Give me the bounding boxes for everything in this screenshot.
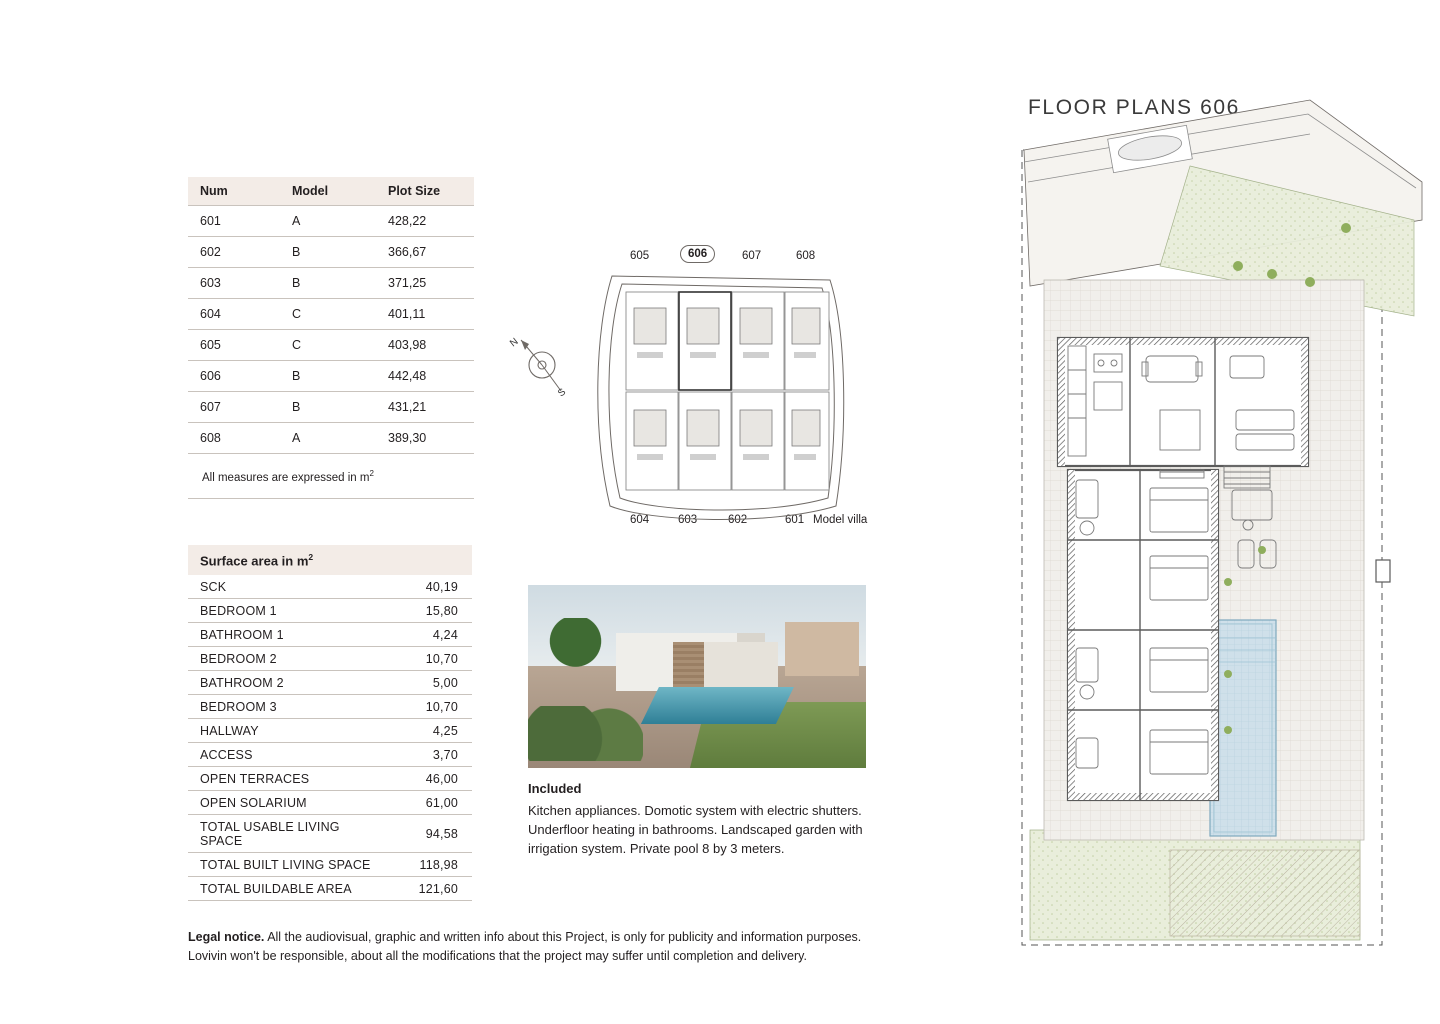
surface-label: OPEN SOLARIUM — [188, 791, 376, 815]
surface-label: BEDROOM 3 — [188, 695, 376, 719]
hatched-terrace — [1170, 850, 1360, 936]
keyplan-badge-606[interactable]: 606 — [680, 245, 715, 263]
svg-text:S: S — [556, 386, 569, 400]
list-item — [188, 719, 472, 743]
render-pool — [641, 687, 794, 724]
column-header-num: Num — [188, 177, 280, 206]
list-item — [188, 877, 472, 901]
list-item — [188, 853, 472, 877]
cell-model: A — [280, 206, 376, 237]
table-header-row — [188, 177, 474, 206]
surface-area-header: Surface area in $m^2$ — [188, 545, 472, 575]
cell-model: B — [280, 268, 376, 299]
render-villa-wing — [704, 642, 778, 690]
keyplan-label-608: 608 — [796, 250, 816, 262]
svg-text:N: N — [508, 336, 521, 350]
surface-value: 46,00 — [376, 767, 472, 791]
list-item — [188, 695, 472, 719]
list-item — [188, 623, 472, 647]
surface-value: 10,70 — [376, 647, 472, 671]
list-item — [188, 791, 472, 815]
surface-value: 3,70 — [376, 743, 472, 767]
cell-plot: 371,25 — [376, 268, 474, 299]
gate-notch — [1376, 560, 1390, 582]
cell-model: A — [280, 423, 376, 454]
cell-num: 608 — [188, 423, 280, 454]
surface-label: HALLWAY — [188, 719, 376, 743]
table-row — [188, 361, 474, 392]
surface-value: 5,00 — [376, 671, 472, 695]
page-title: FLOOR PLANS 606 — [1028, 96, 1240, 119]
surface-area-table — [188, 545, 472, 901]
keyplan-drawing — [500, 270, 900, 540]
surface-value: 4,24 — [376, 623, 472, 647]
cell-model: C — [280, 299, 376, 330]
table-row — [188, 268, 474, 299]
plot-size-table — [188, 177, 474, 454]
render-background-houses — [785, 622, 859, 677]
keyplan-label-601: 601 — [785, 514, 805, 526]
cell-plot: 389,30 — [376, 423, 474, 454]
surface-area-header-text: Surface area in m — [200, 553, 309, 569]
surface-label: TOTAL USABLE LIVING SPACE — [188, 815, 376, 853]
surface-value: 10,70 — [376, 695, 472, 719]
cell-num: 606 — [188, 361, 280, 392]
surface-label: BEDROOM 2 — [188, 647, 376, 671]
table-row — [188, 206, 474, 237]
table-row — [188, 237, 474, 268]
legal-notice-label: Legal notice. — [188, 930, 265, 944]
keyplan-label-607: 607 — [742, 250, 762, 262]
list-item — [188, 767, 472, 791]
cell-num: 601 — [188, 206, 280, 237]
surface-label: BATHROOM 1 — [188, 623, 376, 647]
column-header-model: Model — [280, 177, 376, 206]
cell-model: B — [280, 392, 376, 423]
list-item — [188, 743, 472, 767]
keyplan-label-604: 604 — [630, 514, 650, 526]
cell-model: C — [280, 330, 376, 361]
list-item — [188, 599, 472, 623]
surface-label: BEDROOM 1 — [188, 599, 376, 623]
render-shrubs — [528, 706, 643, 761]
keyplan-model-villa-caption: Model villa — [813, 514, 868, 526]
surface-label: SCK — [188, 575, 376, 599]
keyplan-label-603: 603 — [678, 514, 698, 526]
cell-num: 603 — [188, 268, 280, 299]
legal-notice-line2: Lovivin won't be responsible, about all the modifications that the project may suffer until completion and delivery. — [188, 948, 807, 963]
cell-plot: 442,48 — [376, 361, 474, 392]
cell-num: 605 — [188, 330, 280, 361]
surface-value: 15,80 — [376, 599, 472, 623]
surface-value: 40,19 — [376, 575, 472, 599]
table-row — [188, 330, 474, 361]
surface-label: TOTAL BUILT LIVING SPACE — [188, 853, 376, 877]
list-item — [188, 575, 472, 599]
cell-num: 602 — [188, 237, 280, 268]
surface-value: 118,98 — [376, 853, 472, 877]
table-row — [188, 423, 474, 454]
surface-label: TOTAL BUILDABLE AREA — [188, 877, 376, 901]
cell-plot: 428,22 — [376, 206, 474, 237]
cell-model: B — [280, 237, 376, 268]
measures-note: All measures are expressed in $m^2$ — [188, 457, 474, 499]
cell-model: B — [280, 361, 376, 392]
surface-value: 121,60 — [376, 877, 472, 901]
render-palm-tree — [542, 618, 610, 695]
included-heading: Included — [528, 781, 582, 796]
table-row — [188, 392, 474, 423]
measures-note-text: All measures are expressed in m — [202, 471, 370, 484]
surface-value: 61,00 — [376, 791, 472, 815]
legal-notice — [188, 928, 868, 966]
list-item — [188, 647, 472, 671]
cell-plot: 401,11 — [376, 299, 474, 330]
cell-num: 607 — [188, 392, 280, 423]
villa-render-image — [528, 585, 866, 768]
surface-label: BATHROOM 2 — [188, 671, 376, 695]
column-header-plot-size: Plot Size — [376, 177, 474, 206]
keyplan-label-605: 605 — [630, 250, 650, 262]
legal-notice-line1: All the audiovisual, graphic and written info about this Project, is only for publicity and information purposes. — [264, 930, 862, 944]
floor-plan-drawing — [1010, 70, 1430, 960]
cell-plot: 366,67 — [376, 237, 474, 268]
table-row — [188, 299, 474, 330]
included-section — [528, 780, 878, 858]
cell-plot: 403,98 — [376, 330, 474, 361]
cell-plot: 431,21 — [376, 392, 474, 423]
surface-label: ACCESS — [188, 743, 376, 767]
list-item — [188, 815, 472, 853]
included-text: Kitchen appliances. Domotic system with electric shutters. Underfloor heating in bathrooms. Landscaped garden with irrigation system. Private pool 8 by 3 meters. — [528, 802, 863, 856]
surface-value: 4,25 — [376, 719, 472, 743]
list-item — [188, 671, 472, 695]
keyplan-label-602: 602 — [728, 514, 748, 526]
surface-value: 94,58 — [376, 815, 472, 853]
swimming-pool — [1210, 620, 1276, 836]
cell-num: 604 — [188, 299, 280, 330]
site-key-plan — [500, 236, 900, 566]
surface-label: OPEN TERRACES — [188, 767, 376, 791]
